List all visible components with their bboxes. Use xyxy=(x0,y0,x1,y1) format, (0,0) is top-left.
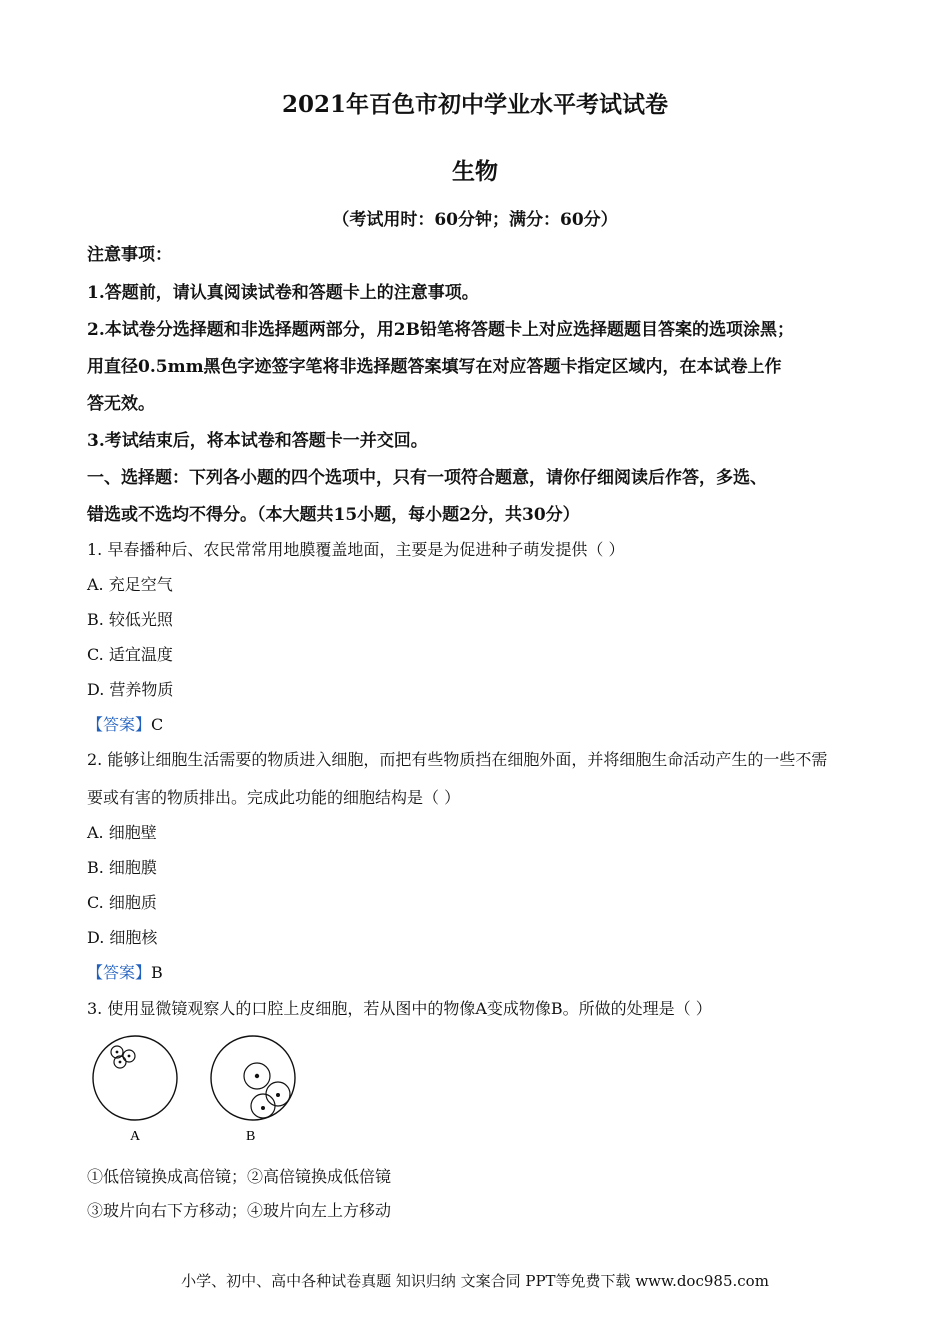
notes-item-2-line-2: 用直径0.5mm黑色字迹签字笔将非选择题答案填写在对应答题卡指定区域内，在本试卷上作 xyxy=(87,357,782,377)
field-of-view-a xyxy=(93,1036,177,1120)
notes-heading: 注意事项： xyxy=(87,245,172,265)
q2-answer-tag: 【答案】 xyxy=(87,963,152,982)
exam-info: （考试用时：60分钟；满分：60分） xyxy=(332,210,618,230)
field-of-view-b xyxy=(211,1036,295,1120)
q3-options-line-2: ③玻片向右下方移动；④玻片向左上方移动 xyxy=(87,1201,392,1220)
q1-answer-tag: 【答案】 xyxy=(87,715,152,734)
exam-title: 2021年百色市初中学业水平考试试卷 xyxy=(281,91,668,118)
figure-label-b: B xyxy=(246,1129,256,1144)
notes-item-1: 1.答题前，请认真阅读试卷和答题卡上的注意事项。 xyxy=(87,283,479,303)
q2-option-c: C. 细胞质 xyxy=(87,893,157,912)
section-heading-line-1: 一、选择题：下列各小题的四个选项中，只有一项符合题意，请你仔细阅读后作答，多选、 xyxy=(87,468,767,488)
q2-option-a: A. 细胞壁 xyxy=(87,823,157,842)
q1-option-a: A. 充足空气 xyxy=(87,575,173,594)
subject-title: 生物 xyxy=(452,158,498,185)
notes-item-3: 3.考试结束后，将本试卷和答题卡一并交回。 xyxy=(87,431,428,451)
microscope-figure xyxy=(85,1030,305,1145)
q2-option-d: D. 细胞核 xyxy=(87,928,158,947)
notes-item-2-line-1: 2.本试卷分选择题和非选择题两部分，用2B铅笔将答题卡上对应选择题题目答案的选项涂黑； xyxy=(87,320,794,340)
q2-option-b: B. 细胞膜 xyxy=(87,858,157,877)
notes-item-2-line-3: 答无效。 xyxy=(87,394,155,414)
q1-stem: 1. 早春播种后、农民常常用地膜覆盖地面，主要是为促进种子萌发提供（ ） xyxy=(87,540,625,559)
q1-option-d: D. 营养物质 xyxy=(87,680,174,699)
figure-label-a: A xyxy=(130,1129,141,1144)
section-heading-line-2: 错选或不选均不得分。（本大题共15小题，每小题2分，共30分） xyxy=(87,505,580,525)
page-footer: 小学、初中、高中各种试卷真题 知识归纳 文案合同 PPT等免费下载 www.doc985.com xyxy=(181,1272,769,1290)
q1-option-b: B. 较低光照 xyxy=(87,610,173,629)
q1-option-c: C. 适宜温度 xyxy=(87,645,173,664)
q2-stem-line-1: 2. 能够让细胞生活需要的物质进入细胞，而把有些物质挡在细胞外面，并将细胞生命活动产生的一些不需 xyxy=(87,750,828,769)
q1-answer-value: C xyxy=(151,715,164,734)
q1-answer xyxy=(87,712,163,735)
q2-answer xyxy=(87,960,163,983)
q3-stem: 3. 使用显微镜观察人的口腔上皮细胞，若从图中的物像A变成物像B。所做的处理是（ ） xyxy=(87,999,712,1018)
q3-options-line-1: ①低倍镜换成高倍镜；②高倍镜换成低倍镜 xyxy=(87,1167,392,1186)
q2-answer-value: B xyxy=(151,963,163,982)
q2-stem-line-2: 要或有害的物质排出。完成此功能的细胞结构是（ ） xyxy=(87,788,461,807)
